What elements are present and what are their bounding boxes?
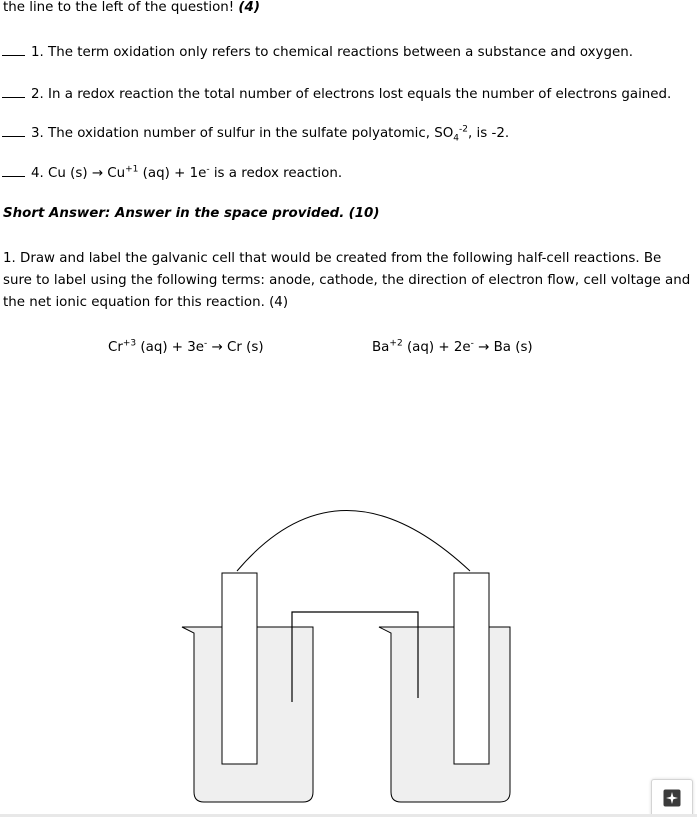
superscript: - — [204, 338, 208, 349]
item-text: is a redox reaction. — [209, 166, 343, 181]
right-electrode — [454, 573, 489, 764]
item-number: 2. — [31, 87, 44, 102]
left-electrode — [222, 573, 257, 764]
item-text-end: , is -2. — [468, 126, 510, 141]
short-answer-title: Short Answer: Answer in the space provided. — [3, 206, 345, 221]
tf-item-1 — [2, 43, 633, 60]
tf-item-4 — [2, 164, 342, 181]
item-text: In a redox reaction the total number of electrons lost equals the number of electrons gained. — [48, 87, 672, 102]
tf-item-2 — [2, 85, 671, 102]
answer-blank-3[interactable] — [2, 124, 25, 137]
instruction-line — [3, 0, 260, 15]
right-beaker — [379, 627, 510, 802]
eq-text: → Cr (s) — [207, 340, 264, 355]
superscript: - — [470, 338, 474, 349]
answer-blank-4[interactable] — [2, 164, 25, 177]
superscript: +1 — [125, 164, 139, 175]
answer-blank-1[interactable] — [2, 43, 25, 56]
short-answer-points: (10) — [348, 206, 380, 221]
short-answer-heading — [3, 206, 380, 221]
eq-text: → Ba (s) — [473, 340, 533, 355]
superscript: - — [206, 164, 210, 175]
eq-text: (aq) + 2e — [402, 340, 471, 355]
external-wire — [237, 511, 470, 572]
item-text: The oxidation number of sulfur in the sulfate polyatomic, SO — [48, 126, 454, 141]
eq-text: Cr — [108, 340, 123, 355]
eq-text: Ba — [372, 340, 390, 355]
item-text: The term oxidation only refers to chemical reactions between a substance and oxygen. — [48, 45, 633, 60]
item-number: 4. — [31, 166, 44, 181]
question-1-text: 1. Draw and label the galvanic cell that would be created from the following half-cell reactions. Be sure to label using the following terms: anode, cathode, the direction of electron flow, cell voltage and the net ionic equation for this reaction. (4) — [3, 251, 691, 310]
eq-text: (aq) + 3e — [136, 340, 205, 355]
galvanic-cell-diagram — [0, 440, 697, 812]
subscript: 4 — [453, 133, 460, 144]
superscript: +3 — [122, 338, 137, 349]
superscript: +2 — [389, 338, 403, 349]
item-number: 1. — [31, 45, 44, 60]
sparkle-button[interactable] — [651, 779, 693, 817]
item-text: (aq) + 1e — [138, 166, 207, 181]
half-reaction-chromium — [108, 340, 264, 355]
item-number: 3. — [31, 126, 44, 141]
superscript: -2 — [459, 124, 469, 135]
instruction-text: the line to the left of the question! — [3, 0, 235, 15]
tf-item-3 — [2, 124, 510, 144]
instruction-points: (4) — [238, 0, 260, 15]
answer-blank-2[interactable] — [2, 85, 25, 98]
half-reaction-barium — [372, 340, 533, 355]
sparkle-icon — [663, 789, 681, 807]
item-text: Cu (s) → Cu — [48, 166, 126, 181]
